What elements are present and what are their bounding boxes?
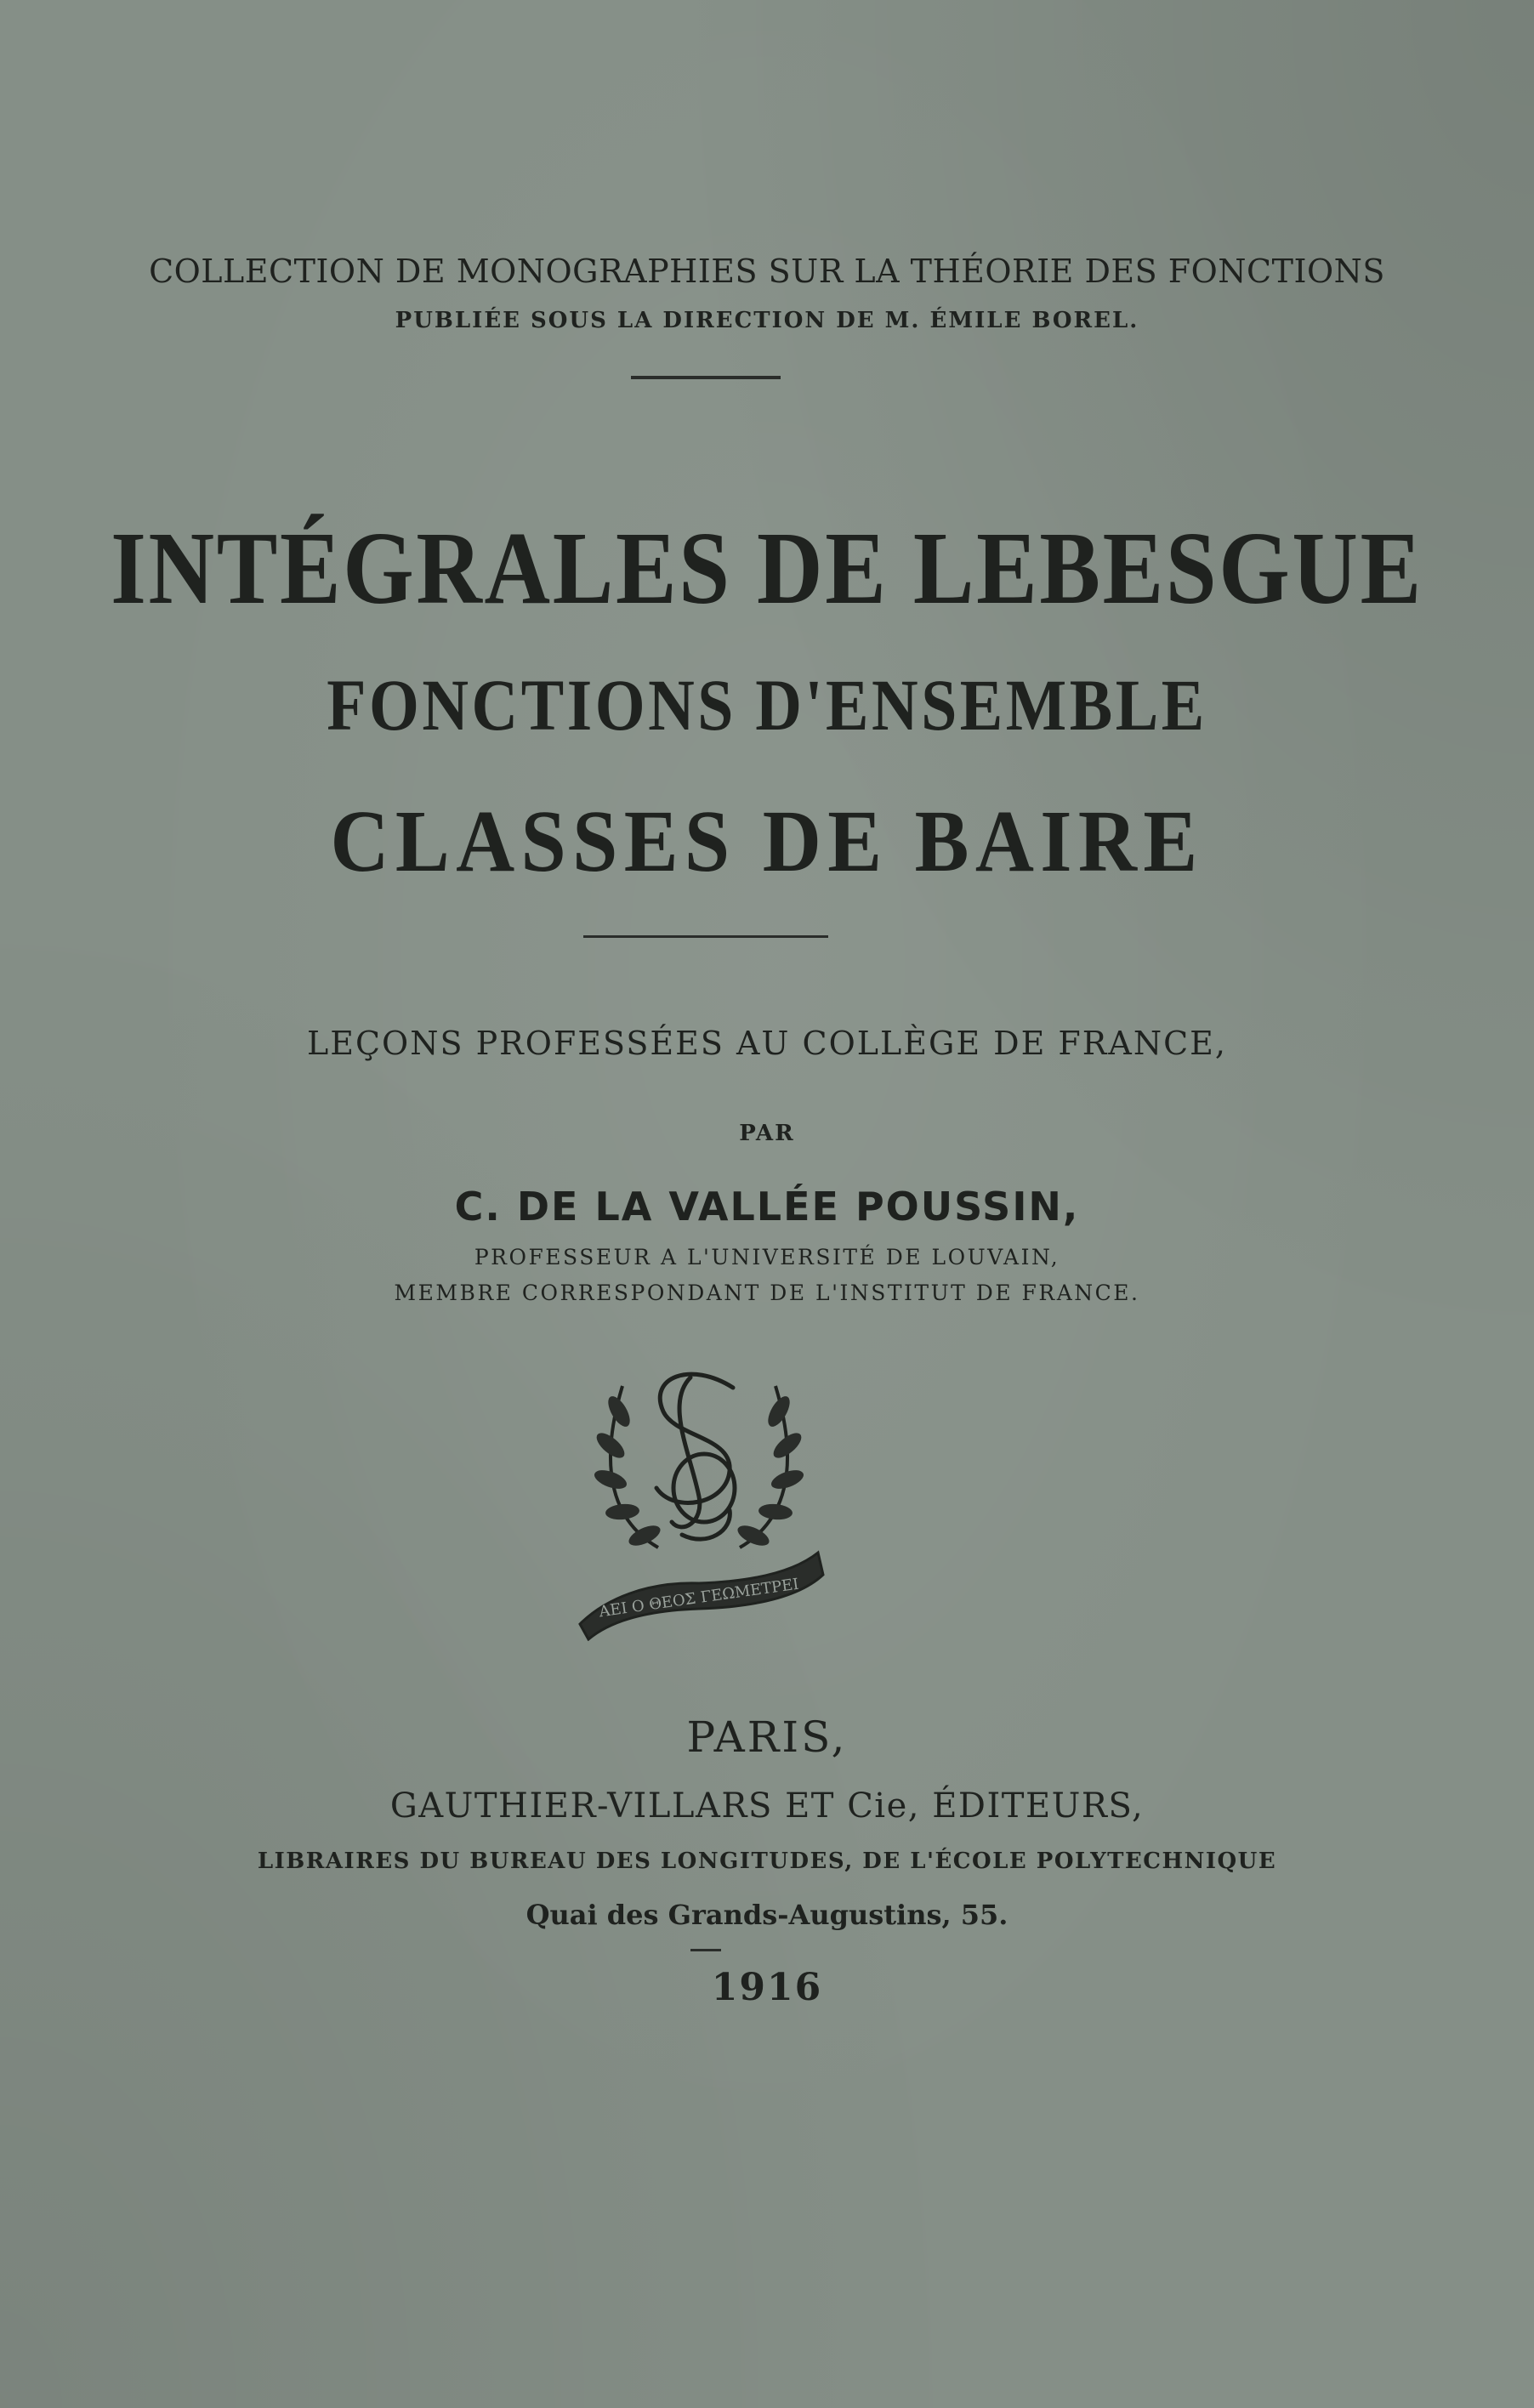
- imprint-publisher: GAUTHIER-VILLARS ET Cie, ÉDITEURS,: [389, 1786, 1145, 1826]
- main-title: INTÉGRALES DE LEBESGUE: [111, 511, 1423, 626]
- by-label: PAR: [739, 1121, 795, 1146]
- title-line-2: FONCTIONS D'ENSEMBLE: [327, 664, 1207, 746]
- subtitle: LEÇONS PROFESSÉES AU COLLÈGE DE FRANCE,: [307, 1025, 1227, 1062]
- imprint-city: PARIS,: [686, 1712, 848, 1762]
- publication-year: 1916: [711, 1966, 823, 2009]
- imprint-booksellers: LIBRAIRES DU BUREAU DES LONGITUDES, DE L'ÉCOLE POLYTECHNIQUE: [257, 1849, 1277, 1874]
- author-affiliation-2: MEMBRE CORRESPONDANT DE L'INSTITUT DE FRANCE.: [394, 1281, 1140, 1305]
- imprint-address: Quai des Grands-Augustins, 55.: [526, 1899, 1008, 1931]
- series-editor: PUBLIÉE SOUS LA DIRECTION DE M. ÉMILE BOREL.: [395, 308, 1139, 333]
- title-line-3: CLASSES DE BAIRE: [330, 792, 1204, 890]
- emblem-motto: ΑΕΙ Ο ΘΕΟΣ ΓΕΩΜΕΤΡΕΙ: [598, 1575, 800, 1621]
- year-divider: [690, 1949, 721, 1951]
- author-affiliation-1: PROFESSEUR A L'UNIVERSITÉ DE LOUVAIN,: [474, 1245, 1060, 1269]
- title-divider: [583, 935, 828, 938]
- series-title: COLLECTION DE MONOGRAPHIES SUR LA THÉORIE DES FONCTIONS: [149, 253, 1385, 290]
- author-name: C. DE LA VALLÉE POUSSIN,: [454, 1184, 1080, 1230]
- header-divider: [631, 376, 781, 379]
- wreath-monogram-icon: [563, 1352, 835, 1641]
